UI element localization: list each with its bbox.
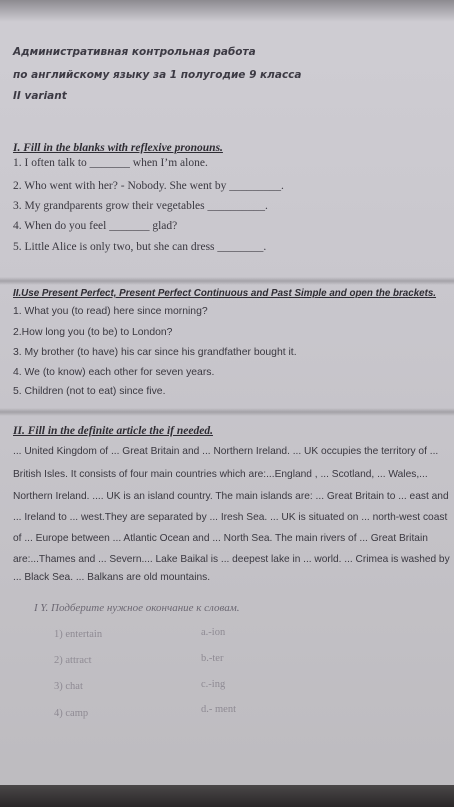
paper-fold: [0, 277, 454, 285]
section-2-item: 1. What you (to read) here since morning?: [13, 306, 208, 317]
matching-ending: d.- ment: [201, 704, 236, 715]
section-3-line: are:...Thames and ... Severn.... Lake Baikal is ... deepest lake in ... world. ... Crimea is washed by: [13, 554, 450, 565]
header-title: Административная контрольная работа: [13, 46, 256, 58]
section-1-item: 1. I often talk to _______ when I’m alone.: [13, 157, 208, 169]
section-1-title: I. Fill in the blanks with reflexive pronouns.: [13, 142, 223, 154]
section-1-item: 5. Little Alice is only two, but she can dress ________.: [13, 241, 267, 253]
section-3-line: Northern Ireland. .... UK is an island country. The main islands are: ... Great Britain to ... east and: [13, 491, 449, 502]
section-3-line: ... Black Sea. ... Balkans are old mountains.: [13, 572, 211, 583]
section-1-item: 4. When do you feel _______ glad?: [13, 220, 178, 232]
section-3-line: ... Ireland to ... west.They are separated by ... Iresh Sea. ... UK is situated on ... north-west coast: [13, 512, 448, 523]
matching-word: 1) entertain: [54, 629, 103, 640]
section-4-title: I Y. Подберите нужное окончание к словам.: [34, 602, 240, 614]
section-2-item: 2.How long you (to be) to London?: [13, 327, 173, 338]
matching-word: 4) camp: [54, 708, 89, 719]
section-1-item: 3. My grandparents grow their vegetables __________.: [13, 200, 268, 212]
matching-word: 2) attract: [54, 655, 92, 666]
section-3-title: II. Fill in the definite article the if needed.: [13, 425, 213, 437]
section-1-item: 2. Who went with her? - Nobody. She went by _________.: [13, 180, 284, 192]
section-2-item: 5. Children (not to eat) since five.: [13, 386, 166, 397]
section-2-item: 3. My brother (to have) his car since his grandfather bought it.: [13, 347, 297, 358]
matching-ending: c.-ing: [201, 679, 226, 690]
section-2-item: 4. We (to know) each other for seven years.: [13, 367, 215, 378]
section-2-title: II.Use Present Perfect, Present Perfect Continuous and Past Simple and open the brackets.: [13, 288, 437, 299]
table-surface: [0, 785, 454, 807]
matching-ending: b.-ter: [201, 653, 224, 664]
section-3-line: of ... Europe between ... Atlantic Ocean and ... North Sea. The main rivers of ... Great Britain: [13, 533, 428, 544]
section-3-line: ... United Kingdom of ... Great Britain and ... Northern Ireland. ... UK occupies the territory of ...: [13, 446, 439, 457]
section-3-line: British Isles. It consists of four main countries which are:...England , ... Scotland, ... Wales,...: [13, 469, 428, 480]
header-variant: II variant: [13, 90, 67, 102]
matching-ending: a.-ion: [201, 627, 226, 638]
page-shadow: [0, 0, 454, 22]
matching-word: 3) chat: [54, 681, 83, 692]
header-subtitle: по английскому языку за 1 полугодие 9 класса: [13, 69, 302, 81]
paper-fold: [0, 408, 454, 416]
